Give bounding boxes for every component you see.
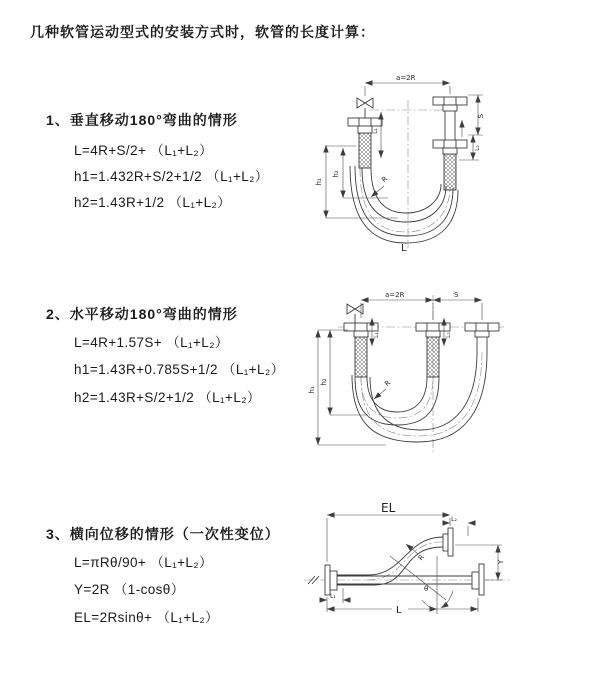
section2-heading: 2、水平移动180°弯曲的情形 [46, 306, 238, 322]
dim-r: R [416, 553, 427, 563]
section2-formula-h1: h1=1.43R+0.785S+1/2 （L₁+L₂） [74, 362, 285, 377]
section1-formula-h2: h2=1.43R+1/2 （L₁+L₂） [74, 195, 232, 210]
radius-leader [374, 389, 386, 399]
dim-l1: L₁ [330, 593, 336, 600]
dim-a2r: a=2R [396, 74, 416, 82]
dim-el: EL [381, 501, 396, 515]
section3-formula-EL: EL=2Rsinθ+ （L₁+L₂） [74, 610, 219, 625]
dim-s: S [477, 113, 485, 119]
dim-a2r: a=2R [385, 291, 405, 299]
upper-right-flange [443, 528, 453, 556]
dimension-lines [320, 515, 502, 612]
dim-r: R [383, 378, 393, 389]
section1-formula-h1: h1=1.432R+S/2+1/2 （L₁+L₂） [74, 169, 269, 184]
dim-l: L [396, 605, 402, 616]
dim-l2: L₂ [451, 516, 457, 523]
dim-l: L [401, 243, 407, 254]
dim-h2: h₂ [332, 170, 340, 178]
dim-h1: h₁ [315, 178, 323, 186]
dim-y: Y [497, 559, 505, 565]
section3-formula-L: L=πRθ/90+ （L₁+L₂） [74, 555, 213, 570]
section1-formula-L: L=4R+S/2+ （L₁+L₂） [74, 143, 213, 158]
dim-l2: L₂ [474, 145, 481, 151]
section2-formula-h2: h2=1.43R+S/2+1/2 （L₁+L₂） [74, 390, 261, 405]
section3-heading: 3、横向位移的情形（一次性变位） [46, 526, 280, 542]
hose-u-bend-position2 [352, 352, 487, 442]
shifted-end-fitting [465, 323, 499, 352]
dim-l1: L₁ [373, 332, 380, 338]
lower-right-flange [472, 564, 484, 595]
dim-l1: L₁ [372, 128, 379, 134]
hose-s-curve [337, 537, 443, 585]
braided-sections [355, 337, 439, 377]
dim-theta: θ [424, 585, 429, 593]
diagram-horizontal-180-bend [308, 290, 590, 462]
diagram3-labels [330, 501, 505, 616]
valve-icon [357, 98, 373, 108]
dim-h1: h₁ [308, 386, 316, 394]
dim-l2: L₂ [445, 332, 452, 338]
section2-formula-L: L=4R+1.57S+ （L₁+L₂） [74, 335, 229, 350]
dim-s: S [454, 291, 459, 299]
section3-formula-Y: Y=2R （1-cosθ） [74, 582, 185, 597]
dim-r: R [380, 174, 390, 185]
valve-icon [347, 304, 363, 314]
hose-u-bend-position1 [355, 377, 439, 425]
dimension-lines [318, 300, 482, 445]
left-flange [325, 565, 337, 595]
diagram-lateral-displacement [296, 492, 598, 644]
diagram-vertical-180-bend [300, 70, 580, 255]
left-end-fitting [348, 98, 382, 133]
page-title: 几种软管运动型式的安装方式时，软管的长度计算： [30, 24, 375, 40]
dim-h2: h₂ [320, 378, 328, 386]
radius-leader [406, 544, 418, 554]
section1-heading: 1、垂直移动180°弯曲的情形 [46, 112, 238, 128]
hose-u-bend [350, 166, 458, 243]
